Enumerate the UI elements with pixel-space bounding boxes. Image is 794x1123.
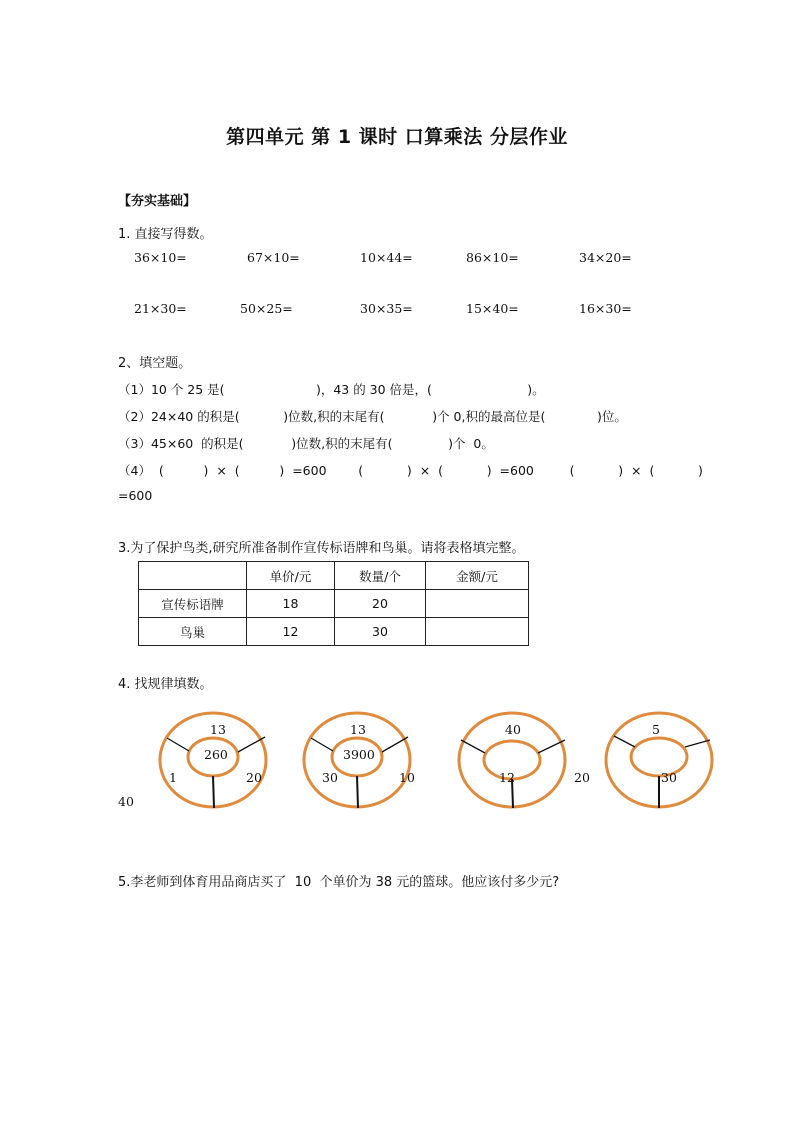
fill-line-2: （2）24×40 的积是( )位数,积的末尾有( )个 0,积的最高位是( )位。 — [118, 409, 627, 424]
ring-number: 40 — [505, 722, 521, 737]
table-header-row — [139, 562, 529, 590]
section-heading: 【夯实基础】 — [118, 194, 197, 209]
calc-item: 36×10= — [134, 250, 187, 265]
divider-line — [614, 736, 635, 747]
ring-number: 10 — [399, 770, 415, 785]
ring-center-number: 3900 — [343, 747, 375, 762]
ring-number: 12 — [499, 770, 515, 785]
table-cell: 30 — [335, 618, 426, 646]
stray-number: 20 — [574, 770, 590, 785]
ring-puzzle-3 — [459, 713, 565, 808]
divider-line — [382, 737, 408, 752]
ring-puzzle-1 — [160, 713, 266, 808]
inner-ring — [631, 738, 687, 776]
question-4-label: 4. 找规律填数。 — [118, 677, 213, 692]
table-cell: 鸟巢 — [139, 618, 247, 646]
calc-item: 30×35= — [360, 301, 413, 316]
ring-center-number: 260 — [204, 747, 228, 762]
table-cell — [426, 618, 529, 646]
calc-item: 50×25= — [240, 301, 293, 316]
ring-number: 30 — [322, 770, 338, 785]
table-header-cell — [139, 562, 247, 590]
question-2-label: 2、填空题。 — [118, 356, 192, 371]
ring-puzzle-4 — [606, 713, 712, 808]
question-1-label: 1. 直接写得数。 — [118, 227, 213, 242]
divider-line — [167, 738, 189, 751]
table-cell: 20 — [335, 590, 426, 618]
question-3-label: 3.为了保护鸟类,研究所准备制作宣传标语牌和鸟巢。请将表格填完整。 — [118, 541, 525, 556]
calc-item: 10×44= — [360, 250, 413, 265]
ring-number: 5 — [652, 722, 660, 737]
fill-line-4: （4） ( ) × ( ) =600 ( ) × ( ) =600 ( ) × ( ) — [118, 463, 703, 478]
calc-item: 21×30= — [134, 301, 187, 316]
divider-line — [238, 737, 265, 752]
calc-item: 67×10= — [247, 250, 300, 265]
fill-line-3: （3）45×60 的积是( )位数,积的末尾有( )个 0。 — [118, 436, 494, 451]
stray-number: 40 — [118, 794, 134, 809]
calc-item: 86×10= — [466, 250, 519, 265]
price-table — [138, 561, 529, 646]
fill-line-1: （1）10 个 25 是( )，43 的 30 倍是，( )。 — [118, 382, 545, 397]
calc-item: 34×20= — [579, 250, 632, 265]
ring-puzzles — [0, 700, 794, 820]
table-cell: 12 — [247, 618, 335, 646]
question-5-label: 5.李老师到体育用品商店买了 10 个单价为 38 元的篮球。他应该付多少元? — [118, 875, 560, 890]
table-cell — [426, 590, 529, 618]
fill-line-5: =600 — [118, 488, 153, 503]
calc-item: 16×30= — [579, 301, 632, 316]
ring-number: 1 — [169, 770, 177, 785]
ring-number: 13 — [210, 722, 226, 737]
table-row — [139, 590, 529, 618]
divider-line — [538, 740, 565, 753]
ring-number: 30 — [661, 770, 677, 785]
calc-item: 15×40= — [466, 301, 519, 316]
ring-puzzle-2 — [304, 713, 415, 808]
table-row — [139, 618, 529, 646]
ring-number: 13 — [350, 722, 366, 737]
table-header-cell: 金额/元 — [426, 562, 529, 590]
page-title: 第四单元 第 1 课时 口算乘法 分层作业 — [226, 126, 568, 148]
divider-line — [685, 740, 710, 747]
table-cell: 宣传标语牌 — [139, 590, 247, 618]
divider-line — [213, 776, 214, 808]
table-header-cell: 单价/元 — [247, 562, 335, 590]
divider-line — [461, 740, 485, 753]
table-cell: 18 — [247, 590, 335, 618]
table-header-cell: 数量/个 — [335, 562, 426, 590]
ring-number: 20 — [246, 770, 262, 785]
divider-line — [311, 738, 333, 751]
divider-line — [357, 776, 358, 808]
